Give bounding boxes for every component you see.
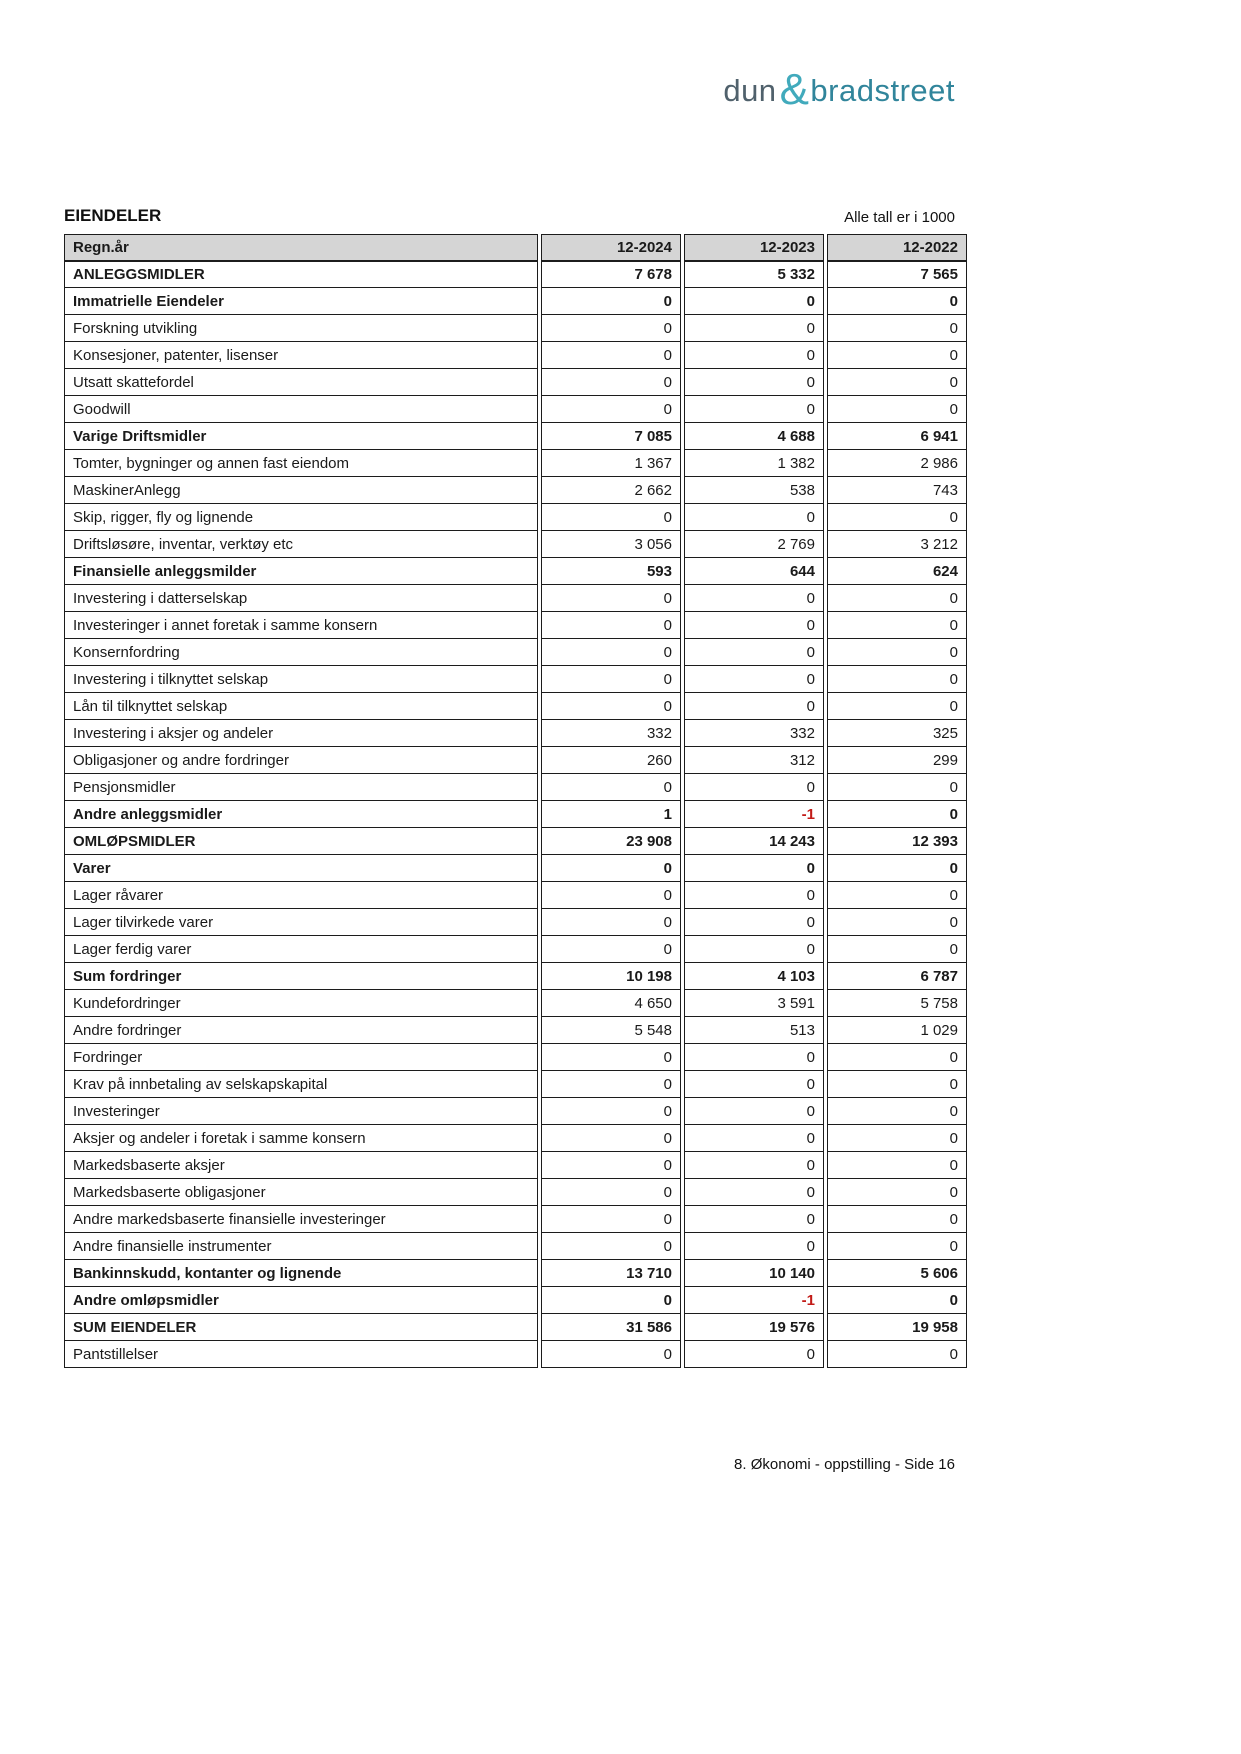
row-label: Bankinnskudd, kontanter og lignende xyxy=(64,1260,538,1287)
value-cell: 0 xyxy=(684,288,824,315)
value-cell: 0 xyxy=(684,1341,824,1368)
row-label: Finansielle anleggsmilder xyxy=(64,558,538,585)
table-row xyxy=(64,639,967,666)
value-cell: 4 103 xyxy=(684,963,824,990)
value-cell: 3 212 xyxy=(827,531,967,558)
value-cell: 0 xyxy=(827,288,967,315)
row-label: Aksjer og andeler i foretak i samme konsern xyxy=(64,1125,538,1152)
value-cell: 0 xyxy=(827,693,967,720)
value-cell: 332 xyxy=(684,720,824,747)
value-cell: -1 xyxy=(684,1287,824,1314)
value-cell: 0 xyxy=(827,1233,967,1260)
row-label: Markedsbaserte obligasjoner xyxy=(64,1179,538,1206)
value-cell: 0 xyxy=(541,396,681,423)
value-cell: 299 xyxy=(827,747,967,774)
row-label: Driftsløsøre, inventar, verktøy etc xyxy=(64,531,538,558)
logo-dun-text: dun xyxy=(723,73,777,108)
value-cell: 0 xyxy=(684,612,824,639)
value-cell: 0 xyxy=(827,1206,967,1233)
table-row xyxy=(64,558,967,585)
value-cell: 0 xyxy=(684,504,824,531)
header-label-cell: Regn.år xyxy=(64,234,538,261)
value-cell: -1 xyxy=(684,801,824,828)
value-cell: 7 085 xyxy=(541,423,681,450)
value-cell: 0 xyxy=(541,369,681,396)
table-row xyxy=(64,855,967,882)
table-row xyxy=(64,1098,967,1125)
header-year-cell: 12-2024 xyxy=(541,234,681,261)
table-row xyxy=(64,720,967,747)
table-row xyxy=(64,1044,967,1071)
value-cell: 0 xyxy=(684,909,824,936)
value-cell: 0 xyxy=(827,936,967,963)
value-cell: 0 xyxy=(827,1341,967,1368)
value-cell: 0 xyxy=(541,288,681,315)
table-row xyxy=(64,396,967,423)
row-label: Goodwill xyxy=(64,396,538,423)
value-cell: 1 xyxy=(541,801,681,828)
value-cell: 31 586 xyxy=(541,1314,681,1341)
value-cell: 0 xyxy=(541,1206,681,1233)
value-cell: 0 xyxy=(541,1233,681,1260)
row-label: Forskning utvikling xyxy=(64,315,538,342)
table-row xyxy=(64,369,967,396)
row-label: MaskinerAnlegg xyxy=(64,477,538,504)
value-cell: 7 565 xyxy=(827,261,967,288)
row-label: Pantstillelser xyxy=(64,1341,538,1368)
header-logo-row xyxy=(64,65,955,120)
value-cell: 0 xyxy=(827,1125,967,1152)
row-label: Pensjonsmidler xyxy=(64,774,538,801)
value-cell: 2 986 xyxy=(827,450,967,477)
value-cell: 0 xyxy=(684,369,824,396)
dun-bradstreet-logo xyxy=(723,65,955,114)
value-cell: 260 xyxy=(541,747,681,774)
value-cell: 0 xyxy=(827,315,967,342)
value-cell: 0 xyxy=(684,639,824,666)
value-cell: 0 xyxy=(827,882,967,909)
table-row xyxy=(64,882,967,909)
value-cell: 0 xyxy=(684,882,824,909)
row-label: Konsesjoner, patenter, lisenser xyxy=(64,342,538,369)
table-row xyxy=(64,504,967,531)
value-cell: 0 xyxy=(684,1233,824,1260)
value-cell: 0 xyxy=(827,1287,967,1314)
table-row xyxy=(64,936,967,963)
value-cell: 0 xyxy=(827,1044,967,1071)
value-cell: 5 758 xyxy=(827,990,967,1017)
value-cell: 13 710 xyxy=(541,1260,681,1287)
value-cell: 0 xyxy=(541,315,681,342)
value-cell: 0 xyxy=(827,504,967,531)
row-label: Andre finansielle instrumenter xyxy=(64,1233,538,1260)
title-row xyxy=(64,206,955,226)
value-cell: 0 xyxy=(684,1179,824,1206)
row-label: Markedsbaserte aksjer xyxy=(64,1152,538,1179)
value-cell: 325 xyxy=(827,720,967,747)
row-label: Lån til tilknyttet selskap xyxy=(64,693,538,720)
table-row xyxy=(64,261,967,288)
value-cell: 0 xyxy=(827,801,967,828)
table-row xyxy=(64,990,967,1017)
value-cell: 0 xyxy=(541,882,681,909)
table-row xyxy=(64,1341,967,1368)
value-cell: 0 xyxy=(541,1341,681,1368)
table-row xyxy=(64,612,967,639)
value-cell: 0 xyxy=(541,693,681,720)
value-cell: 0 xyxy=(684,1071,824,1098)
value-cell: 644 xyxy=(684,558,824,585)
value-cell: 0 xyxy=(684,774,824,801)
value-cell: 0 xyxy=(684,342,824,369)
row-label: Lager råvarer xyxy=(64,882,538,909)
table-row xyxy=(64,315,967,342)
value-cell: 0 xyxy=(684,855,824,882)
value-cell: 0 xyxy=(684,1125,824,1152)
row-label: ANLEGGSMIDLER xyxy=(64,261,538,288)
row-label: Tomter, bygninger og annen fast eiendom xyxy=(64,450,538,477)
value-cell: 23 908 xyxy=(541,828,681,855)
table-row xyxy=(64,1233,967,1260)
value-cell: 0 xyxy=(541,936,681,963)
row-label: Varer xyxy=(64,855,538,882)
row-label: Immatrielle Eiendeler xyxy=(64,288,538,315)
value-cell: 5 332 xyxy=(684,261,824,288)
value-cell: 538 xyxy=(684,477,824,504)
value-cell: 0 xyxy=(827,369,967,396)
value-cell: 4 688 xyxy=(684,423,824,450)
value-cell: 0 xyxy=(541,855,681,882)
value-cell: 1 367 xyxy=(541,450,681,477)
table-row xyxy=(64,342,967,369)
page-footer: 8. Økonomi - oppstilling - Side 16 xyxy=(734,1456,955,1473)
table-header xyxy=(64,234,967,261)
value-cell: 14 243 xyxy=(684,828,824,855)
footer-row xyxy=(64,1456,955,1473)
header-year-cell: 12-2023 xyxy=(684,234,824,261)
value-cell: 0 xyxy=(827,342,967,369)
table-row xyxy=(64,423,967,450)
value-cell: 1 382 xyxy=(684,450,824,477)
value-cell: 0 xyxy=(541,342,681,369)
table-row xyxy=(64,1206,967,1233)
value-cell: 0 xyxy=(541,909,681,936)
value-cell: 0 xyxy=(684,1044,824,1071)
table-row xyxy=(64,963,967,990)
value-cell: 0 xyxy=(684,1206,824,1233)
row-label: Kundefordringer xyxy=(64,990,538,1017)
value-cell: 0 xyxy=(541,1179,681,1206)
row-label: Investering i aksjer og andeler xyxy=(64,720,538,747)
value-cell: 0 xyxy=(541,666,681,693)
table-row xyxy=(64,1179,967,1206)
row-label: Krav på innbetaling av selskapskapital xyxy=(64,1071,538,1098)
value-cell: 0 xyxy=(541,1125,681,1152)
value-cell: 0 xyxy=(541,639,681,666)
value-cell: 3 056 xyxy=(541,531,681,558)
row-label: Investering i datterselskap xyxy=(64,585,538,612)
value-cell: 0 xyxy=(541,1098,681,1125)
value-cell: 0 xyxy=(827,1179,967,1206)
table-row xyxy=(64,585,967,612)
value-cell: 0 xyxy=(684,936,824,963)
table-row xyxy=(64,774,967,801)
assets-table xyxy=(61,234,970,1368)
table-row xyxy=(64,1287,967,1314)
row-label: Lager ferdig varer xyxy=(64,936,538,963)
value-cell: 0 xyxy=(541,1044,681,1071)
table-row xyxy=(64,288,967,315)
value-cell: 0 xyxy=(827,774,967,801)
row-label: Andre omløpsmidler xyxy=(64,1287,538,1314)
row-label: Andre fordringer xyxy=(64,1017,538,1044)
row-label: Skip, rigger, fly og lignende xyxy=(64,504,538,531)
value-cell: 2 662 xyxy=(541,477,681,504)
row-label: Andre anleggsmidler xyxy=(64,801,538,828)
value-cell: 0 xyxy=(541,774,681,801)
value-cell: 0 xyxy=(684,315,824,342)
table-row xyxy=(64,531,967,558)
value-cell: 0 xyxy=(827,909,967,936)
table-header-row xyxy=(64,234,967,261)
value-cell: 5 606 xyxy=(827,1260,967,1287)
value-cell: 332 xyxy=(541,720,681,747)
value-cell: 0 xyxy=(684,693,824,720)
value-cell: 0 xyxy=(541,504,681,531)
table-row xyxy=(64,1314,967,1341)
value-cell: 0 xyxy=(684,396,824,423)
value-cell: 0 xyxy=(541,612,681,639)
value-cell: 0 xyxy=(827,1152,967,1179)
table-row xyxy=(64,1017,967,1044)
units-note: Alle tall er i 1000 xyxy=(844,209,955,226)
value-cell: 0 xyxy=(684,666,824,693)
value-cell: 2 769 xyxy=(684,531,824,558)
value-cell: 0 xyxy=(827,585,967,612)
value-cell: 0 xyxy=(684,1152,824,1179)
value-cell: 0 xyxy=(684,1098,824,1125)
table-body xyxy=(64,261,967,1368)
value-cell: 0 xyxy=(827,855,967,882)
value-cell: 10 198 xyxy=(541,963,681,990)
row-label: Sum fordringer xyxy=(64,963,538,990)
table-row xyxy=(64,693,967,720)
row-label: Lager tilvirkede varer xyxy=(64,909,538,936)
value-cell: 0 xyxy=(684,585,824,612)
row-label: Fordringer xyxy=(64,1044,538,1071)
row-label: SUM EIENDELER xyxy=(64,1314,538,1341)
value-cell: 0 xyxy=(541,1287,681,1314)
value-cell: 0 xyxy=(541,1152,681,1179)
row-label: Konsernfordring xyxy=(64,639,538,666)
value-cell: 19 958 xyxy=(827,1314,967,1341)
value-cell: 10 140 xyxy=(684,1260,824,1287)
value-cell: 0 xyxy=(827,396,967,423)
value-cell: 0 xyxy=(541,585,681,612)
value-cell: 12 393 xyxy=(827,828,967,855)
row-label: Utsatt skattefordel xyxy=(64,369,538,396)
value-cell: 0 xyxy=(541,1071,681,1098)
logo-bradstreet-text: bradstreet xyxy=(810,73,955,108)
value-cell: 0 xyxy=(827,1071,967,1098)
table-row xyxy=(64,828,967,855)
row-label: Investering i tilknyttet selskap xyxy=(64,666,538,693)
table-row xyxy=(64,1071,967,1098)
value-cell: 6 941 xyxy=(827,423,967,450)
value-cell: 0 xyxy=(827,639,967,666)
table-row xyxy=(64,909,967,936)
logo-ampersand-icon: & xyxy=(779,65,810,114)
row-label: Investeringer i annet foretak i samme konsern xyxy=(64,612,538,639)
value-cell: 312 xyxy=(684,747,824,774)
value-cell: 0 xyxy=(827,1098,967,1125)
row-label: Varige Driftsmidler xyxy=(64,423,538,450)
value-cell: 593 xyxy=(541,558,681,585)
table-row xyxy=(64,477,967,504)
value-cell: 3 591 xyxy=(684,990,824,1017)
value-cell: 743 xyxy=(827,477,967,504)
table-row xyxy=(64,666,967,693)
value-cell: 7 678 xyxy=(541,261,681,288)
value-cell: 1 029 xyxy=(827,1017,967,1044)
row-label: Obligasjoner og andre fordringer xyxy=(64,747,538,774)
table-row xyxy=(64,1152,967,1179)
table-row xyxy=(64,1125,967,1152)
value-cell: 5 548 xyxy=(541,1017,681,1044)
value-cell: 19 576 xyxy=(684,1314,824,1341)
row-label: Andre markedsbaserte finansielle investeringer xyxy=(64,1206,538,1233)
table-row xyxy=(64,1260,967,1287)
value-cell: 513 xyxy=(684,1017,824,1044)
value-cell: 0 xyxy=(827,666,967,693)
value-cell: 4 650 xyxy=(541,990,681,1017)
row-label: Investeringer xyxy=(64,1098,538,1125)
table-row xyxy=(64,450,967,477)
table-row xyxy=(64,747,967,774)
value-cell: 624 xyxy=(827,558,967,585)
value-cell: 6 787 xyxy=(827,963,967,990)
value-cell: 0 xyxy=(827,612,967,639)
table-row xyxy=(64,801,967,828)
page-title: EIENDELER xyxy=(64,206,162,225)
row-label: OMLØPSMIDLER xyxy=(64,828,538,855)
header-year-cell: 12-2022 xyxy=(827,234,967,261)
